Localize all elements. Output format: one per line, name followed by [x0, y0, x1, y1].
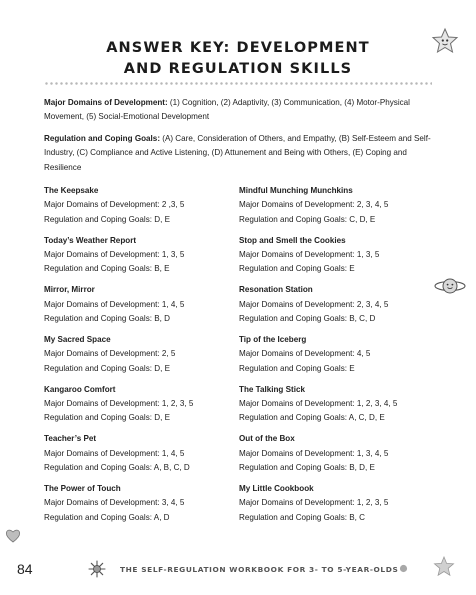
activity-title: The Power of Touch: [44, 484, 121, 494]
activity-goals: Regulation and Coping Goals: C, D, E: [239, 214, 376, 224]
sun-icon: [88, 560, 106, 578]
activity-title: Resonation Station: [239, 285, 313, 295]
right-column: [239, 184, 439, 532]
activity-domains: Major Domains of Development: 1, 2, 3, 4, 5: [239, 399, 398, 409]
activity-title: My Little Cookbook: [239, 484, 314, 494]
activity-entry: [44, 184, 244, 234]
dot-icon: [399, 564, 408, 573]
activity-entry: [44, 333, 244, 383]
activity-entry: [239, 234, 439, 284]
activity-entry: [239, 383, 439, 433]
activity-title: Out of the Box: [239, 434, 295, 444]
page-title: [0, 38, 476, 80]
activity-goals: Regulation and Coping Goals: E: [239, 363, 355, 373]
activity-goals: Regulation and Coping Goals: B, E: [44, 264, 170, 274]
activity-domains: Major Domains of Development: 1, 4, 5: [44, 299, 185, 309]
star-face-icon: [430, 27, 460, 55]
activity-entry: [44, 383, 244, 433]
activity-domains: Major Domains of Development: 2, 3, 4, 5: [239, 200, 389, 210]
goals-paragraph: [44, 132, 434, 175]
goals-label: Regulation and Coping Goals:: [44, 134, 161, 143]
activity-title: Tip of the Iceberg: [239, 335, 307, 345]
domains-text: (1) Cognition, (2) Adaptivity, (3) Communication, (4) Motor-Physical Movement, (5) Social-Emotional Development: [44, 98, 410, 122]
activity-title: The Talking Stick: [239, 384, 305, 394]
activity-goals: Regulation and Coping Goals: D, E: [44, 214, 170, 224]
title-line-1: ANSWER KEY: DEVELOPMENT: [106, 40, 370, 56]
activity-domains: Major Domains of Development: 3, 4, 5: [44, 498, 185, 508]
heart-icon: [5, 528, 21, 543]
activity-entry: [44, 482, 244, 532]
activity-domains: Major Domains of Development: 1, 2, 3, 5: [44, 399, 194, 409]
activity-domains: Major Domains of Development: 2, 5: [44, 349, 176, 359]
activity-entry: [239, 333, 439, 383]
activity-title: Mirror, Mirror: [44, 285, 95, 295]
activity-title: The Keepsake: [44, 186, 99, 195]
activity-title: Teacher’s Pet: [44, 434, 97, 444]
book-title-footer: THE SELF-REGULATION WORKBOOK FOR 3- TO 5-YEAR-OLDS: [120, 565, 399, 574]
left-column: [44, 184, 244, 532]
dotted-divider: [44, 82, 432, 85]
goals-text: (A) Care, Consideration of Others, and Empathy, (B) Self-Esteem and Self-Industry, (C) Compliance and Active Listening, (D) Attunement and Being with Others, (E) Coping and Resilience: [44, 134, 431, 172]
activity-goals: Regulation and Coping Goals: B, C: [239, 512, 365, 522]
activity-goals: Regulation and Coping Goals: D, E: [44, 363, 170, 373]
activity-goals: Regulation and Coping Goals: E: [239, 264, 355, 274]
activity-domains: Major Domains of Development: 1, 2, 3, 5: [239, 498, 389, 508]
domains-label: Major Domains of Development:: [44, 98, 168, 107]
star-icon: [433, 556, 455, 577]
activity-title: Kangaroo Comfort: [44, 384, 116, 394]
activity-goals: Regulation and Coping Goals: B, C, D: [239, 313, 376, 323]
activity-goals: Regulation and Coping Goals: B, D: [44, 313, 170, 323]
activity-goals: Regulation and Coping Goals: B, D, E: [239, 463, 375, 473]
title-line-2: AND REGULATION SKILLS: [123, 61, 353, 77]
activity-domains: Major Domains of Development: 4, 5: [239, 349, 371, 359]
activity-entry: [239, 482, 439, 532]
activity-goals: Regulation and Coping Goals: A, C, D, E: [239, 413, 385, 423]
activity-goals: Regulation and Coping Goals: D, E: [44, 413, 170, 423]
activity-entry: [239, 283, 439, 333]
planet-face-icon: [434, 275, 466, 297]
activity-domains: Major Domains of Development: 1, 3, 4, 5: [239, 448, 389, 458]
activity-entry: [44, 234, 244, 284]
activity-title: My Sacred Space: [44, 335, 111, 345]
activity-title: Stop and Smell the Cookies: [239, 235, 346, 245]
activity-goals: Regulation and Coping Goals: A, D: [44, 512, 170, 522]
activity-domains: Major Domains of Development: 2, 3, 4, 5: [239, 299, 389, 309]
activity-domains: Major Domains of Development: 1, 3, 5: [239, 249, 380, 259]
activity-domains: Major Domains of Development: 1, 3, 5: [44, 249, 185, 259]
activity-entry: [239, 432, 439, 482]
activity-goals: Regulation and Coping Goals: A, B, C, D: [44, 463, 190, 473]
page-number: 84: [17, 561, 33, 577]
activity-entry: [44, 283, 244, 333]
activity-domains: Major Domains of Development: 1, 4, 5: [44, 448, 185, 458]
domains-paragraph: [44, 96, 434, 125]
activity-title: Today’s Weather Report: [44, 235, 137, 245]
activity-domains: Major Domains of Development: 2 ,3, 5: [44, 200, 185, 210]
activity-title: Mindful Munching Munchkins: [239, 186, 353, 195]
activity-entry: [239, 184, 439, 234]
activity-entry: [44, 432, 244, 482]
